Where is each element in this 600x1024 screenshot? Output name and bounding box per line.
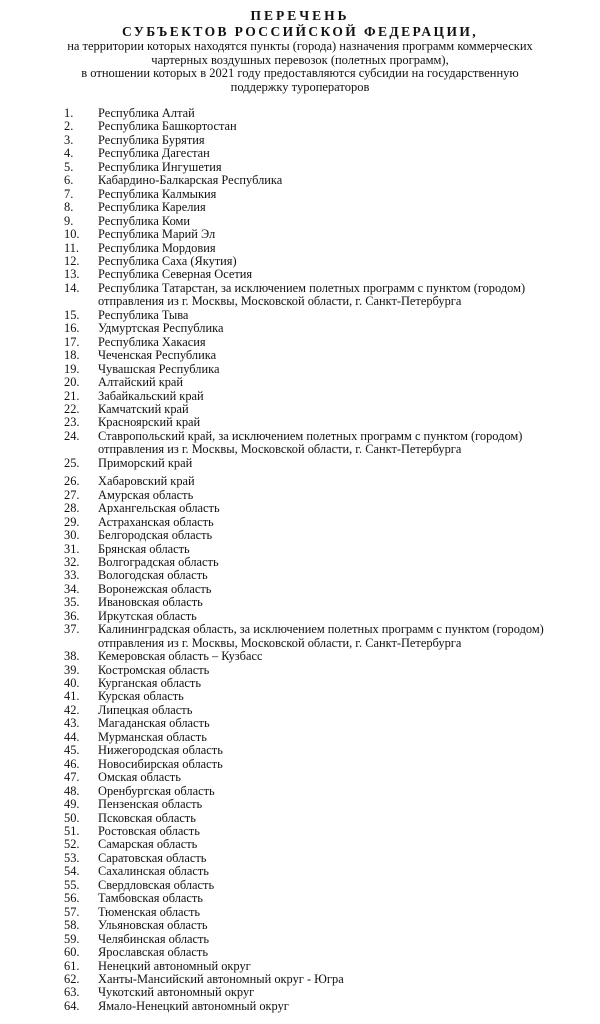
list-item — [64, 677, 600, 690]
list-item-number: 46. — [64, 756, 80, 771]
list-item-text: Магаданская область — [98, 716, 210, 731]
list-item-text: Курганская область — [98, 676, 202, 691]
document-header — [0, 8, 600, 94]
list-item — [64, 865, 600, 878]
list-item-text: Новосибирская область — [98, 756, 223, 771]
list-item-number: 44. — [64, 729, 80, 744]
list-item-text: Камчатский край — [98, 401, 189, 416]
list-item-text: Липецкая область — [98, 702, 193, 717]
list-item-number: 48. — [64, 783, 80, 798]
list-item — [64, 268, 600, 281]
list-item-text: Калининградская область, за исключением полетных программ с пунктом (городом) отправления из г. Москвы, Московской области, г. Санкт-Петербурга — [98, 622, 544, 650]
document-subtitle: СУБЪЕКТОВ РОССИЙСКОЙ ФЕДЕРАЦИИ, — [121, 24, 479, 39]
list-item-number: 22. — [64, 401, 80, 416]
list-item — [64, 596, 600, 609]
list-item-number: 60. — [64, 945, 80, 960]
list-item-text: Чеченская Республика — [98, 348, 217, 363]
list-item — [64, 919, 600, 932]
list-item-number: 28. — [64, 501, 80, 516]
list-item-text: Тюменская область — [98, 904, 201, 919]
list-item — [64, 879, 600, 892]
list-item-number: 11. — [64, 240, 80, 255]
list-item — [64, 825, 600, 838]
header-description-line: в отношении которых в 2021 году предоставляются субсидии на государственную — [81, 66, 519, 80]
list-item-number: 20. — [64, 375, 80, 390]
list-item — [64, 838, 600, 851]
list-item-text: Ростовская область — [98, 824, 200, 839]
list-item-number: 15. — [64, 307, 80, 322]
list-item-text: Иркутская область — [98, 608, 197, 623]
list-item-text: Мурманская область — [98, 729, 207, 744]
list-item-text: Свердловская область — [98, 877, 215, 892]
list-item-number: 53. — [64, 850, 80, 865]
list-item-number: 32. — [64, 554, 80, 569]
header-description-line: чартерных воздушных перевозок (полетных программ), — [151, 52, 449, 67]
list-item-text: Ставропольский край, за исключением полетных программ с пунктом (городом) отправления из г. Москвы, Московской области, г. Санкт-Петербурга — [98, 428, 523, 457]
list-item-text: Забайкальский край — [98, 388, 204, 403]
list-item-text: Красноярский край — [98, 415, 201, 430]
list-item-number: 51. — [64, 824, 80, 839]
list-item-number: 31. — [64, 541, 80, 556]
list-item-number: 62. — [64, 972, 80, 986]
list-item-number: 42. — [64, 702, 80, 717]
header-description-line: на территории которых находятся пункты (города) назначения программ коммерческих — [67, 39, 533, 53]
list-item — [64, 255, 600, 268]
list-item-number: 45. — [64, 743, 80, 758]
list-item — [64, 960, 600, 973]
list-item-text: Саратовская область — [98, 850, 207, 865]
list-item-number: 19. — [64, 361, 80, 376]
list-item-text: Республика Коми — [98, 213, 191, 228]
list-item — [64, 134, 600, 147]
list-item-number: 25. — [64, 455, 80, 470]
list-item-text: Кемеровская область – Кузбасс — [98, 649, 263, 664]
list-item-number: 43. — [64, 716, 80, 731]
list-item — [64, 717, 600, 730]
list-item — [64, 282, 600, 309]
list-item-number: 61. — [64, 958, 80, 973]
list-item-number: 57. — [64, 904, 80, 919]
list-item-text: Ульяновская область — [98, 918, 208, 933]
list-item — [64, 502, 600, 515]
list-item-text: Республика Мордовия — [98, 240, 216, 255]
list-item-number: 41. — [64, 689, 80, 704]
list-item-number: 26. — [64, 474, 80, 489]
list-item-text: Челябинская область — [98, 931, 210, 946]
list-item-number: 14. — [64, 280, 80, 295]
list-item — [64, 798, 600, 811]
list-item-number: 4. — [64, 146, 74, 161]
list-item-text: Оренбургская область — [98, 783, 215, 798]
list-item-number: 64. — [64, 998, 80, 1013]
list-item-text: Ивановская область — [98, 595, 203, 610]
list-item — [64, 349, 600, 362]
list-item-text: Чукотский автономный округ — [98, 985, 255, 1000]
list-item-number: 21. — [64, 388, 80, 403]
list-item-text: Алтайский край — [98, 375, 184, 390]
list-item — [64, 892, 600, 905]
list-item-text: Республика Башкортостан — [98, 119, 237, 134]
list-item — [64, 744, 600, 757]
list-item — [64, 161, 600, 174]
list-item-text: Республика Северная Осетия — [98, 267, 253, 282]
list-item-number: 59. — [64, 931, 80, 946]
list-item — [64, 107, 600, 120]
list-item — [64, 690, 600, 703]
list-item — [64, 309, 600, 322]
list-item — [64, 475, 600, 488]
list-item-number: 55. — [64, 877, 80, 892]
list-item — [64, 610, 600, 623]
list-item-text: Республика Карелия — [98, 200, 206, 215]
list-item — [64, 147, 600, 160]
list-item — [64, 583, 600, 596]
list-item — [64, 215, 600, 228]
list-item-number: 16. — [64, 321, 80, 336]
list-item-number: 52. — [64, 837, 80, 852]
list-item-text: Приморский край — [98, 455, 193, 470]
list-item-number: 63. — [64, 985, 80, 1000]
list-item-text: Республика Татарстан, за исключением полетных программ с пунктом (городом) отправления из г. Москвы, Московской области, г. Санкт-Петербурга — [98, 280, 526, 309]
list-item-text: Сахалинская область — [98, 864, 209, 879]
list-item — [64, 489, 600, 502]
list-item — [64, 852, 600, 865]
list-item — [64, 785, 600, 798]
list-item — [64, 623, 600, 650]
list-item-number: 7. — [64, 186, 74, 201]
list-item — [64, 363, 600, 376]
list-item-text: Архангельская область — [98, 501, 220, 516]
list-item-text: Республика Хакасия — [98, 334, 206, 349]
list-item — [64, 664, 600, 677]
list-item-number: 17. — [64, 334, 80, 349]
list-item-number: 33. — [64, 568, 80, 583]
list-item-text: Чувашская Республика — [98, 361, 220, 376]
list-item — [64, 933, 600, 946]
list-item-number: 12. — [64, 253, 80, 268]
list-item-number: 40. — [64, 676, 80, 691]
list-item-text: Курская область — [98, 689, 184, 704]
list-item-number: 56. — [64, 891, 80, 906]
list-item-text: Костромская область — [98, 662, 210, 677]
list-item — [64, 771, 600, 784]
list-item-number: 58. — [64, 918, 80, 933]
list-item-number: 54. — [64, 864, 80, 879]
list-item — [64, 906, 600, 919]
list-item — [64, 188, 600, 201]
list-item-text: Астраханская область — [98, 514, 214, 529]
list-item-number: 9. — [64, 213, 74, 228]
list-item-text: Кабардино-Балкарская Республика — [98, 173, 283, 188]
list-item-text: Республика Марий Эл — [98, 227, 216, 242]
list-item — [64, 403, 600, 416]
list-item — [64, 201, 600, 214]
list-item-number: 18. — [64, 348, 80, 363]
list-item-text: Республика Калмыкия — [98, 186, 217, 201]
list-item-text: Удмуртская Республика — [98, 321, 224, 336]
list-item — [64, 516, 600, 529]
list-item — [64, 569, 600, 582]
list-item — [64, 416, 600, 429]
list-item — [64, 174, 600, 187]
list-item-number: 3. — [64, 132, 74, 147]
list-item — [64, 758, 600, 771]
list-item-text: Республика Дагестан — [98, 146, 210, 161]
list-item-number: 36. — [64, 608, 80, 623]
list-item — [64, 543, 600, 556]
list-item-text: Ханты-Мансийский автономный округ - Югра — [98, 972, 344, 986]
list-item-text: Ярославская область — [98, 945, 208, 960]
list-item-text: Хабаровский край — [98, 474, 195, 489]
list-item — [64, 322, 600, 335]
list-item-text: Амурская область — [98, 487, 194, 502]
list-item — [64, 120, 600, 133]
list-item-number: 24. — [64, 428, 80, 443]
list-item-number: 2. — [64, 119, 74, 134]
list-item-text: Самарская область — [98, 837, 198, 852]
list-item — [64, 242, 600, 255]
list-item-number: 27. — [64, 487, 80, 502]
list-item-text: Воронежская область — [98, 581, 212, 596]
list-item — [64, 812, 600, 825]
list-item-text: Республика Тыва — [98, 307, 189, 322]
list-item-text: Брянская область — [98, 541, 190, 556]
region-list — [64, 107, 600, 1013]
list-item-text: Республика Бурятия — [98, 132, 205, 147]
list-item-number: 30. — [64, 528, 80, 543]
list-item-text: Ненецкий автономный округ — [98, 958, 251, 973]
list-item — [64, 457, 600, 470]
list-item-number: 37. — [64, 622, 80, 637]
list-item-number: 49. — [64, 797, 80, 812]
list-item-text: Нижегородская область — [98, 743, 223, 758]
list-item-text: Республика Саха (Якутия) — [98, 253, 237, 268]
list-item — [64, 336, 600, 349]
list-item — [64, 973, 600, 986]
list-item-number: 50. — [64, 810, 80, 825]
list-item — [64, 704, 600, 717]
list-item-number: 47. — [64, 770, 80, 785]
list-item — [64, 556, 600, 569]
list-item-number: 38. — [64, 649, 80, 664]
list-item-text: Тамбовская область — [98, 891, 203, 906]
list-item-text: Вологодская область — [98, 568, 208, 583]
list-item — [64, 986, 600, 999]
list-item-number: 8. — [64, 200, 74, 215]
list-item — [64, 650, 600, 663]
list-item-text: Республика Алтай — [98, 106, 195, 120]
list-item-text: Белгородская область — [98, 528, 213, 543]
list-item — [64, 529, 600, 542]
list-item — [64, 731, 600, 744]
list-item-text: Республика Ингушетия — [98, 159, 222, 174]
list-item-number: 39. — [64, 662, 80, 677]
list-item-number: 1. — [64, 106, 74, 120]
list-item — [64, 1000, 600, 1013]
list-item-number: 13. — [64, 267, 80, 282]
list-item-text: Омская область — [98, 770, 181, 785]
list-item — [64, 390, 600, 403]
list-item-text: Ямало-Ненецкий автономный округ — [98, 998, 289, 1013]
header-description-line: поддержку туроператоров — [230, 79, 370, 94]
list-item-text: Пензенская область — [98, 797, 203, 812]
list-item-number: 35. — [64, 595, 80, 610]
document-title: ПЕРЕЧЕНЬ — [250, 8, 350, 23]
list-item-number: 23. — [64, 415, 80, 430]
list-item-number: 34. — [64, 581, 80, 596]
list-item-number: 29. — [64, 514, 80, 529]
list-item — [64, 430, 600, 457]
list-item — [64, 228, 600, 241]
list-item-number: 6. — [64, 173, 74, 188]
list-item — [64, 946, 600, 959]
list-item — [64, 376, 600, 389]
list-item-number: 5. — [64, 159, 74, 174]
list-item-text: Псковская область — [98, 810, 196, 825]
list-item-number: 10. — [64, 227, 80, 242]
list-item-text: Волгоградская область — [98, 554, 219, 569]
